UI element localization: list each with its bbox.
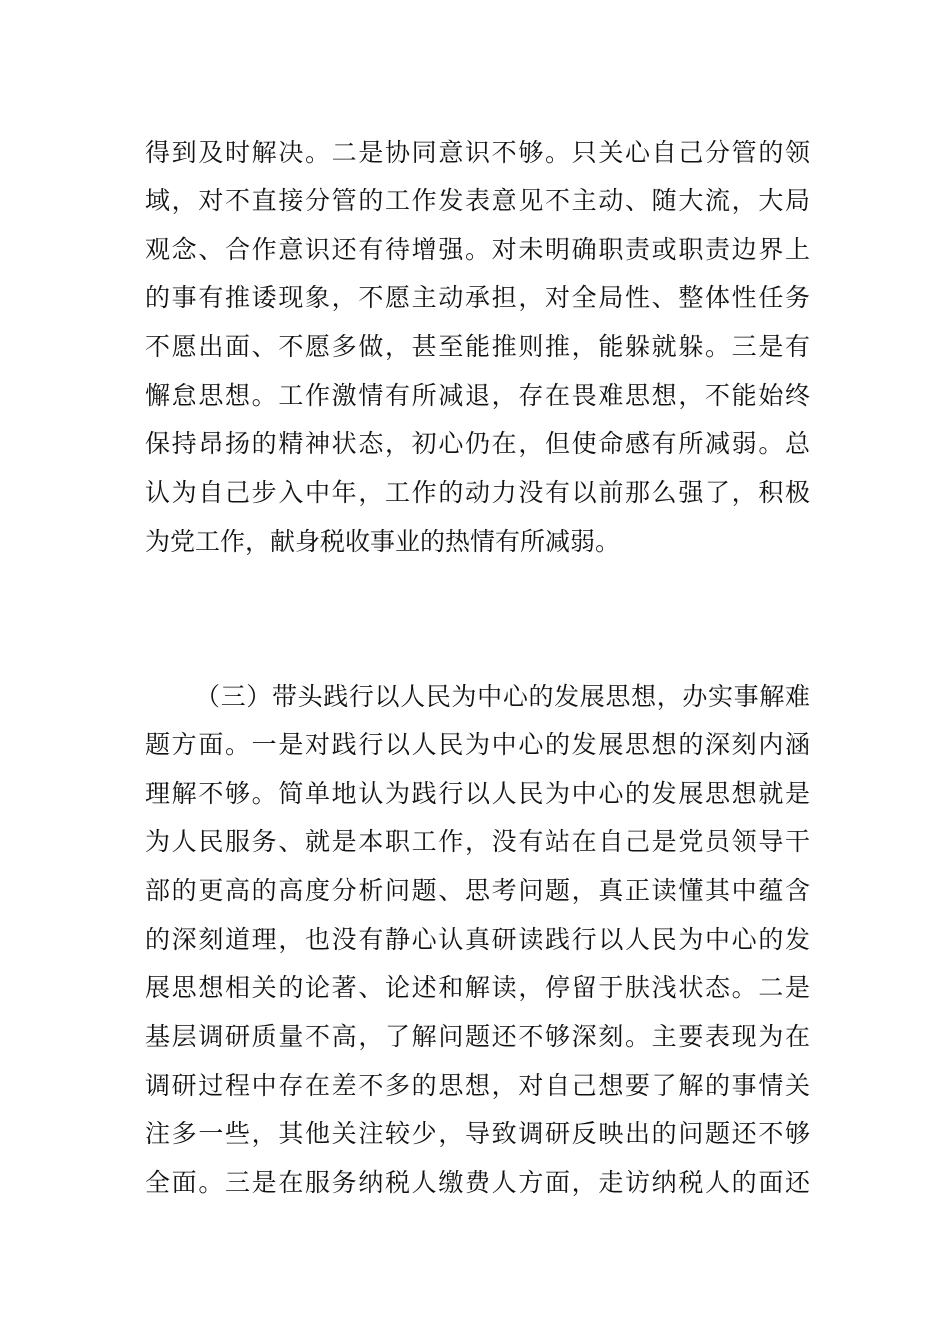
paragraph-2-line-11: 全面。三是在服务纳税人缴费人方面，走访纳税人的面还 (145, 1168, 810, 1197)
paragraph-2-line-7: 展思想相关的论著、论述和解读，停留于肤浅状态。二是 (145, 973, 810, 1002)
paragraph-2-line-4: 为人民服务、就是本职工作，没有站在自己是党员领导干 (145, 827, 810, 856)
paragraph-2-line-8: 基层调研质量不高，了解问题还不够深刻。主要表现为在 (145, 1022, 810, 1051)
paragraph-1-line-8: 认为自己步入中年，工作的动力没有以前那么强了，积极 (145, 478, 810, 507)
paragraph-2-line-1: （三）带头践行以人民为中心的发展思想，办实事解难 (195, 682, 810, 711)
paragraph-2-line-9: 调研过程中存在差不多的思想，对自己想要了解的事情关 (145, 1071, 810, 1100)
paragraph-1-line-4: 的事有推诿现象，不愿主动承担，对全局性、整体性任务 (145, 283, 810, 312)
paragraph-1-line-6: 懈怠思想。工作激情有所减退，存在畏难思想，不能始终 (145, 381, 810, 410)
paragraph-1-line-2: 域，对不直接分管的工作发表意见不主动、随大流，大局 (145, 186, 810, 215)
paragraph-1-line-3: 观念、合作意识还有待增强。对未明确职责或职责边界上 (145, 235, 810, 264)
paragraph-2-line-10: 注多一些，其他关注较少，导致调研反映出的问题还不够 (145, 1119, 810, 1148)
paragraph-2-line-3: 理解不够。简单地认为践行以人民为中心的发展思想就是 (145, 779, 810, 808)
paragraph-1-line-9: 为党工作，献身税收事业的热情有所减弱。 (145, 527, 621, 556)
paragraph-2-line-6: 的深刻道理，也没有静心认真研读践行以人民为中心的发 (145, 925, 810, 954)
paragraph-2-line-2: 题方面。一是对践行以人民为中心的发展思想的深刻内涵 (145, 730, 810, 759)
paragraph-1-line-5: 不愿出面、不愿多做，甚至能推则推，能躲就躲。三是有 (145, 332, 810, 361)
paragraph-2-line-5: 部的更高的高度分析问题、思考问题，真正读懂其中蕴含 (145, 876, 810, 905)
paragraph-1-line-7: 保持昂扬的精神状态，初心仍在，但使命感有所减弱。总 (145, 429, 810, 458)
paragraph-1-line-1: 得到及时解决。二是协同意识不够。只关心自己分管的领 (145, 138, 810, 167)
